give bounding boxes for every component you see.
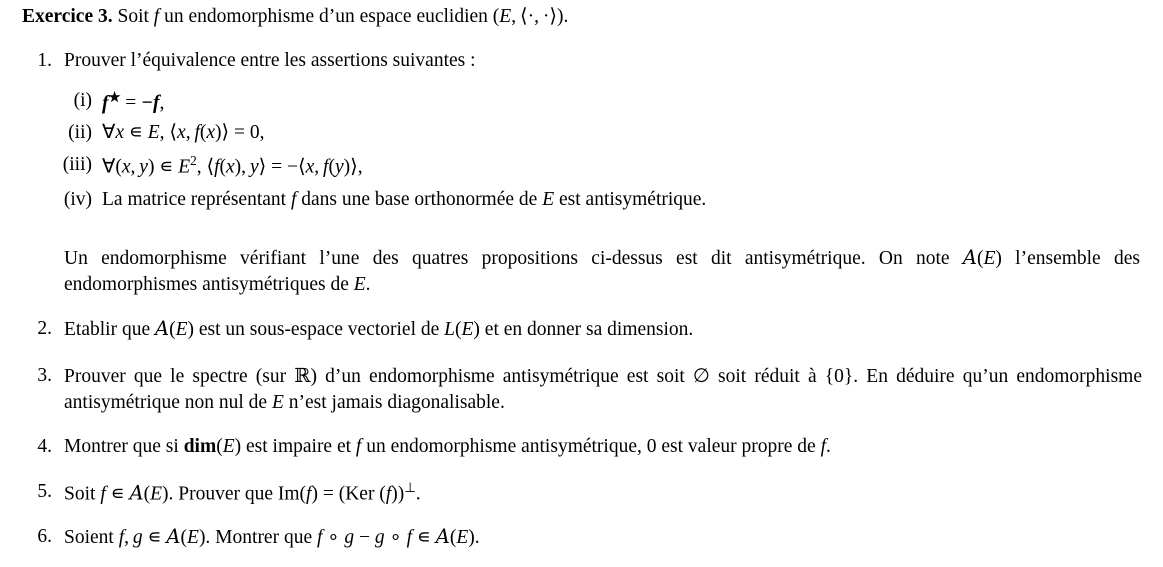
item-number: 6. <box>37 526 52 547</box>
item-number: 5. <box>37 481 52 502</box>
list-item <box>22 363 1142 417</box>
sub-item-text: f★ = −f, <box>102 89 165 114</box>
item-number: 3. <box>37 365 52 386</box>
item-number: 1. <box>37 50 52 71</box>
sub-item-marker: (i) <box>73 90 92 111</box>
exercise-statement: Soit f un endomorphisme d’un espace euclidien (E, ⟨·, ·⟩). <box>117 6 569 27</box>
list-item <box>22 479 1142 508</box>
item-number: 4. <box>37 436 52 457</box>
sub-item-text: La matrice représentant f dans une base orthonormée de E est antisymétrique. <box>102 189 707 210</box>
item-text: Soit f ∊ A(E). Prouver que Im(f) = (Ker (f))⊥. <box>64 480 421 505</box>
exercise-heading <box>22 4 1142 30</box>
sub-list-item <box>48 120 1138 146</box>
sub-item-marker: (iii) <box>62 154 92 175</box>
item-note: Un endomorphisme vérifiant l’une des quatres propositions ci-dessus est dit antisymétrique. On note A(E) l’ensemble des endomorphismes antisymétriques de E. <box>64 246 1140 296</box>
item-text: Montrer que si dim(E) est impaire et f un endomorphisme antisymétrique, 0 est valeur propre de f. <box>64 436 831 457</box>
item-text: Etablir que A(E) est un sous-espace vectoriel de L(E) et en donner sa dimension. <box>64 317 694 340</box>
list-item <box>22 434 1142 460</box>
list-item <box>22 316 1142 343</box>
exercise-label: Exercice 3. <box>22 6 113 27</box>
sub-item-marker: (ii) <box>68 122 92 143</box>
sub-item-text: ∀x ∊ E, ⟨x, f(x)⟩ = 0, <box>102 122 265 143</box>
sub-item-text: ∀(x, y) ∊ $E^2$, ⟨f(x), y⟩ = −⟨x, f(y)⟩, <box>102 153 363 178</box>
item-text: Prouver que le spectre (sur ℝ) d’un endomorphisme antisymétrique est soit ∅ soit réduit à {0}. En déduire qu’un endomorphisme antisymétrique non nul de E n’est jamais diagonalisable. <box>64 364 1142 414</box>
list-item <box>22 524 1142 551</box>
item-text: Prouver l’équivalence entre les assertions suivantes : <box>64 50 476 71</box>
sub-list-item <box>48 88 1138 117</box>
item-text: Soient f, g ∊ A(E). Montrer que f ∘ g − g ∘ f ∊ A(E). <box>64 525 480 548</box>
list-item <box>22 48 1142 74</box>
item-number: 2. <box>37 318 52 339</box>
sub-list-item <box>48 187 1138 213</box>
sub-item-marker: (iv) <box>63 189 92 210</box>
sub-list-item <box>48 152 1138 181</box>
